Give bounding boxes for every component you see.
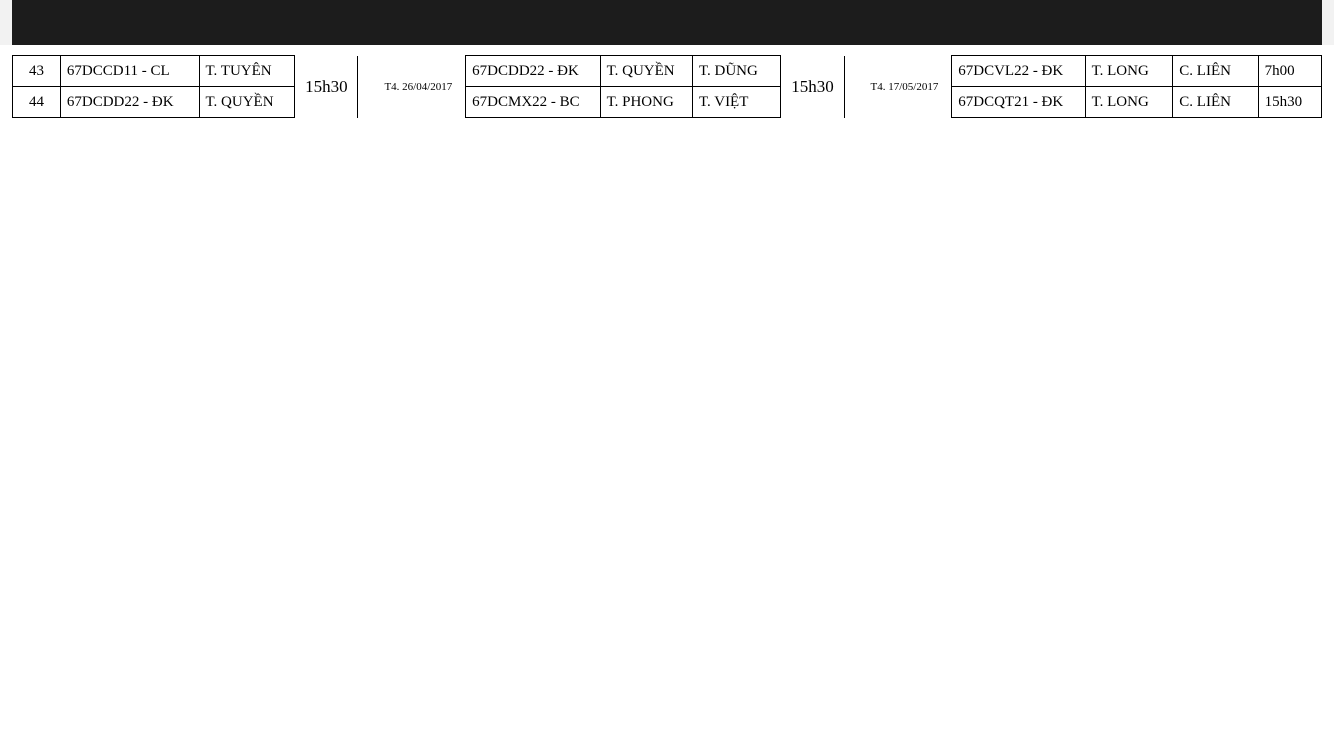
block2-separator: [844, 56, 858, 118]
top-dark-bar: [0, 0, 1334, 45]
class-code: 67DCCD11 - CL: [60, 56, 199, 87]
teacher-name: T. QUYỀN: [199, 87, 295, 118]
teacher-name: T. PHONG: [600, 87, 692, 118]
teacher-name: C. LIÊN: [1173, 87, 1258, 118]
class-code: 67DCVL22 - ĐK: [952, 56, 1085, 87]
topbar-left-edge: [0, 0, 12, 45]
block1-date: T4. 26/04/2017: [372, 56, 466, 118]
topbar-right-edge: [1322, 0, 1334, 45]
teacher-name: T. LONG: [1085, 87, 1173, 118]
teacher-name: T. LONG: [1085, 56, 1173, 87]
schedule-sheet: [12, 55, 1322, 118]
table-row: [13, 56, 1322, 87]
teacher-name: C. LIÊN: [1173, 56, 1258, 87]
teacher-name: T. VIỆT: [692, 87, 780, 118]
exam-time: 15h30: [1258, 87, 1321, 118]
block2-time: 15h30: [781, 56, 844, 118]
class-code: 67DCDD22 - ĐK: [60, 87, 199, 118]
teacher-name: T. TUYÊN: [199, 56, 295, 87]
teacher-name: T. QUYỀN: [600, 56, 692, 87]
schedule-table: [12, 55, 1322, 118]
row-index: 43: [13, 56, 61, 87]
class-code: 67DCDD22 - ĐK: [466, 56, 600, 87]
class-code: 67DCQT21 - ĐK: [952, 87, 1085, 118]
exam-time: 7h00: [1258, 56, 1321, 87]
block1-time: 15h30: [295, 56, 358, 118]
class-code: 67DCMX22 - BC: [466, 87, 600, 118]
block1-separator: [358, 56, 372, 118]
block2-date: T4. 17/05/2017: [858, 56, 952, 118]
teacher-name: T. DŨNG: [692, 56, 780, 87]
row-index: 44: [13, 87, 61, 118]
table-row: [13, 87, 1322, 118]
